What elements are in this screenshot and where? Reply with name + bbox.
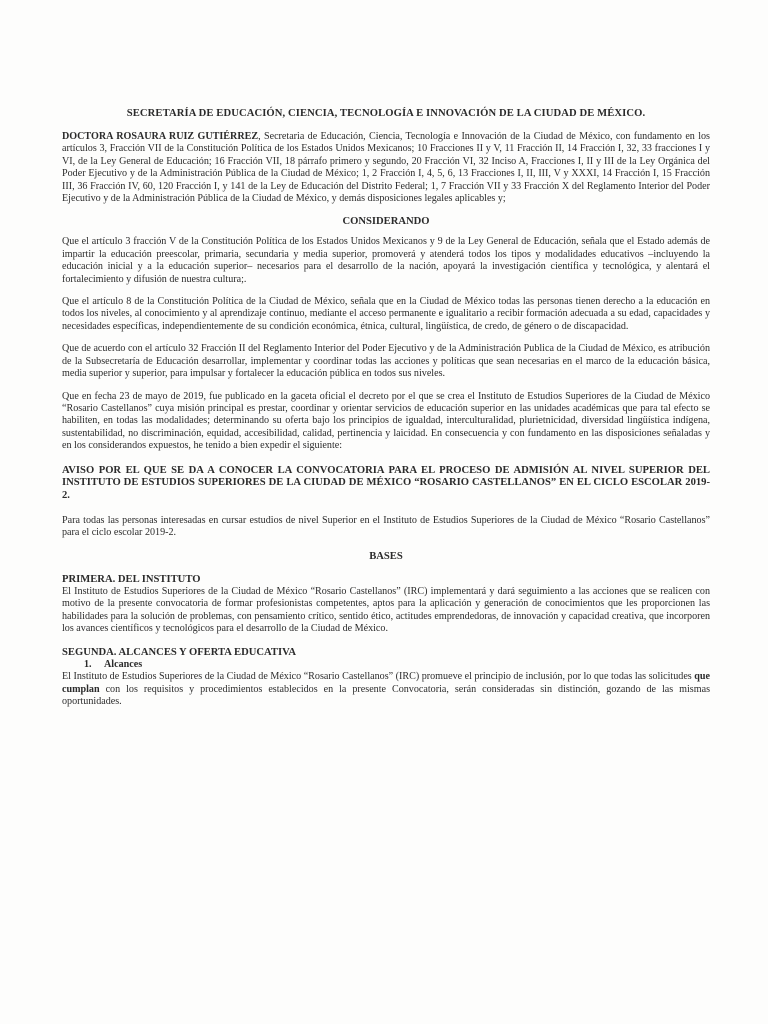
alcances-label: Alcances xyxy=(104,659,143,671)
considerando-heading: CONSIDERANDO xyxy=(342,216,430,228)
primera-paragraph: El Instituto de Estudios Superiores de la Ciudad de México “Rosario Castellanos” (IRC) implementará y dará seguimiento a las acciones que se realicen con motivo de la presente convocatoria de formar profesionistas competentes, aptos para la aplicación y generación de conocimientos que les proporcionen las habilidades para la solución de problemas, con pensamiento crítico, sentido ético, actitudes emprendedoras, de innovación y capacidad creativa, que incorporen los avances científicos y tecnológicos para el desarrollo de la Ciudad de México. xyxy=(62,585,710,634)
alcances-subheading xyxy=(84,659,710,670)
segunda-text-before: El Instituto de Estudios Superiores de la Ciudad de México “Rosario Castellanos” (IRC) promueve el principio de inclusión, por lo que todas las solicitudes xyxy=(62,671,695,683)
document-title: SECRETARÍA DE EDUCACIÓN, CIENCIA, TECNOLOGÍA E INNOVACIÓN DE LA CIUDAD DE MÉXICO. xyxy=(126,108,646,119)
alcances-number: 1. xyxy=(84,659,92,671)
intro-text: , Secretaria de Educación, Ciencia, Tecnología e Innovación de la Ciudad de México, con fundamento en los artículos 3, Fracción VII de la Constitución Política de los Estados Unidos Mexicanos; 10 Fracciones II y V, 11 Fracción II, 14 Fracción I, 32, 33 fracciones I y VI, de la Ley General de Educación; 16 Fracción VII, 18 párrafo primero y segundo, 20 Fracción VI, 32 Inciso A, Fracciones I, II y III de la Ley Orgánica del Poder Ejecutivo y de la Administración Pública de la Ciudad de México; 1, 2 Fracción I, 4, 5, 6, 13 Fracciones I, II, III, V y XXXI, 14 Fracción I, 15 Fracción III, 36 Fracción IV, 60, 120 Fracción I, y 141 de la Ley de Educación del Distrito Federal; 1, 7 Fracción VII y 33 Fracción X del Reglamento Interior del Poder Ejecutivo y de la Administración Pública de la Ciudad de México, y demás disposiciones legales aplicables y; xyxy=(62,131,710,205)
document-body xyxy=(62,108,710,709)
segunda-paragraph xyxy=(62,671,710,708)
intro-paragraph xyxy=(62,131,710,205)
aviso-heading: AVISO POR EL QUE SE DA A CONOCER LA CONVOCATORIA PARA EL PROCESO DE ADMISIÓN AL NIVEL SUPERIOR DEL INSTITUTO DE ESTUDIOS SUPERIORES DE LA CIUDAD DE MÉXICO “ROSARIO CASTELLANOS” EN EL CICLO ESCOLAR 2019-2. xyxy=(62,464,710,502)
audience-paragraph: Para todas las personas interesadas en cursar estudios de nivel Superior en el Instituto de Estudios Superiores de la Ciudad de México “Rosario Castellanos” para el ciclo escolar 2019-2. xyxy=(62,514,710,539)
considerando-paragraph-2: Que el artículo 8 de la Constitución Política de la Ciudad de México, señala que en la Ciudad de México todas las personas tienen derecho a la educación en todos los niveles, al conocimiento y al aprendizaje continuo, mediante el acceso permanente e igualitario a recibir formación adecuada a su edad, capacidades y necesidades específicas, independientemente de su condición económica, étnica, cultural, lingüística, de credo, de género o de discapacidad. xyxy=(62,296,710,332)
considerando-paragraph-1: Que el artículo 3 fracción V de la Constitución Política de los Estados Unidos Mexicanos y 9 de la Ley General de Educación, señala que el Estado además de impartir la educación preescolar, primaria, secundaria y media superior, promoverá y atenderá todos los tipos y modalidades educativos –incluyendo la educación inicial y a la educación superior– necesarios para el desarrollo de la nación, apoyará la investigación científica y tecnológica, y alentará el fortalecimiento y difusión de nuestra cultura;. xyxy=(62,236,710,285)
considerando-paragraph-3: Que de acuerdo con el artículo 32 Fracción II del Reglamento Interior del Poder Ejecutivo y de la Administración Publica de la Ciudad de México, es atribución de la Subsecretaría de Educación desarrollar, implementar y coordinar todas las acciones y políticas que sean necesarias en el marco de la educación básica, media superior y superior, para impulsar y fortalecer la educación pública en todos sus niveles. xyxy=(62,343,710,380)
bases-heading: BASES xyxy=(369,550,403,562)
segunda-text-bold: que cumplan xyxy=(62,671,710,695)
segunda-text-after: con los requisitos y procedimientos establecidos en la presente Convocatoria, serán consideradas sin distinción, gozando de las mismas oportunidades. xyxy=(62,683,710,708)
considerando-paragraph-4: Que en fecha 23 de mayo de 2019, fue publicado en la gaceta oficial el decreto por el que se crea el Instituto de Estudios Superiores de la Ciudad de México “Rosario Castellanos” cuya misión principal es prestar, coordinar y orientar servicios de educación superior en las unidades académicas que para tal efecto se habiliten, en todas las modalidades; determinando su oferta bajo los principios de igualdad, interculturalidad, plurietnicidad, diversidad lingüística indígena, sustentabilidad, no discriminación, equidad, accesibilidad, calidad, pertinencia y laicidad. En consecuencia y con fundamento en las disposiciones señaladas y en los considerandos expuestos, he tenido a bien expedir el siguiente: xyxy=(62,390,710,452)
intro-name: DOCTORA ROSAURA RUIZ GUTIÉRREZ xyxy=(62,131,259,142)
primera-heading: PRIMERA. DEL INSTITUTO xyxy=(62,573,201,585)
segunda-heading: SEGUNDA. ALCANCES Y OFERTA EDUCATIVA xyxy=(62,647,297,659)
